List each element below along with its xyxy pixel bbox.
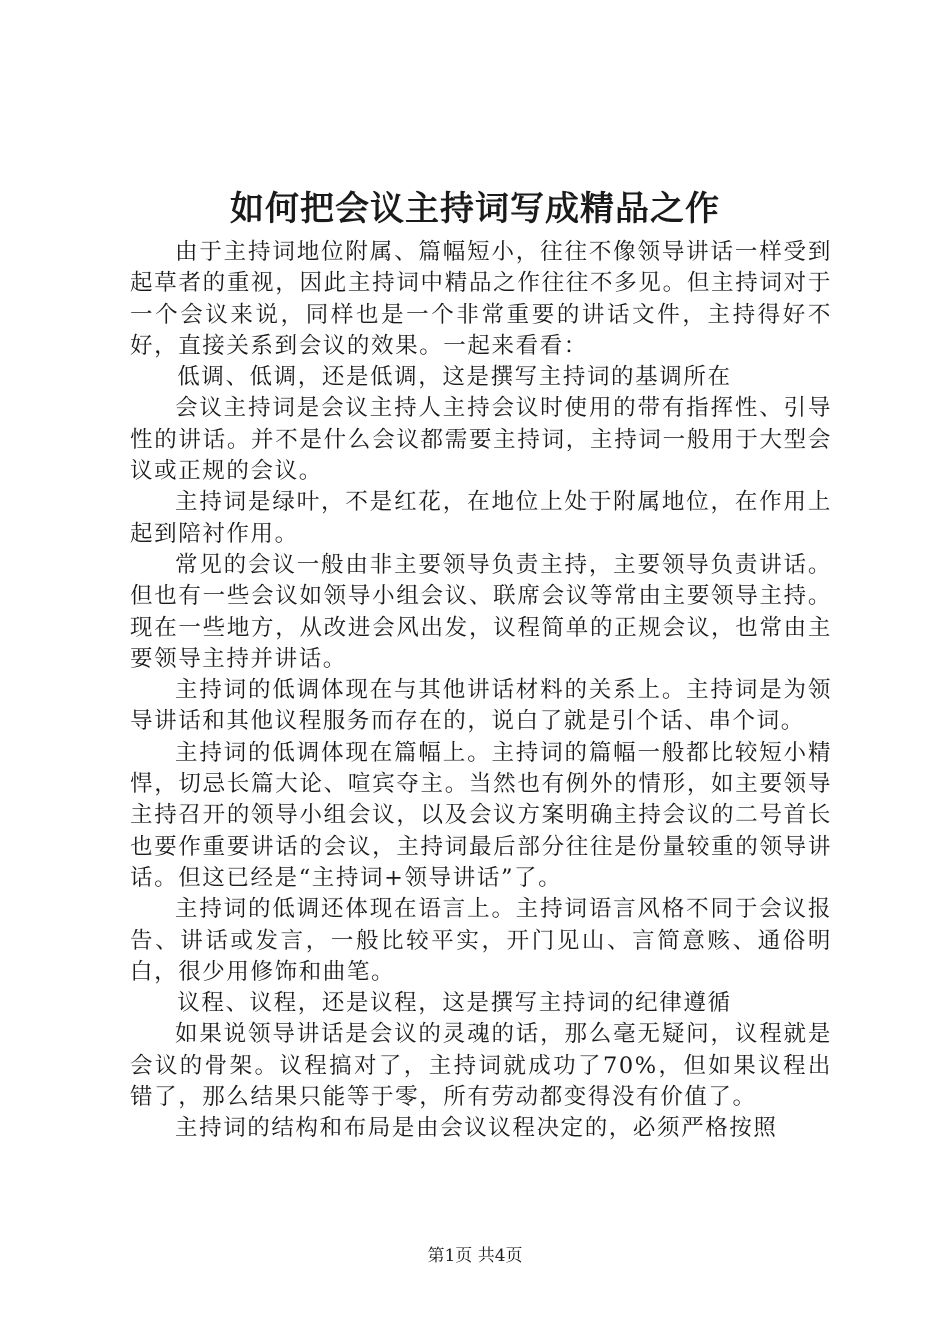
section-heading: 低调、低调，还是低调，这是撰写主持词的基调所在: [177, 364, 732, 391]
paragraph: 会议主持词是会议主持人主持会议时使用的带有指挥性、引导性的讲话。并不是什么会议都需要主持词，主持词一般用于大型会议或正规的会议。: [130, 395, 832, 485]
paragraph: 由于主持词地位附属、篇幅短小，往往不像领导讲话一样受到起草者的重视，因此主持词中精品之作往往不多见。但主持词对于一个会议来说，同样也是一个非常重要的讲话文件，主持得好不好，直接关系到会议的效果。一起来看看：: [130, 239, 832, 359]
document-title: 如何把会议主持词写成精品之作: [230, 189, 720, 229]
page-footer: 第1页 共4页: [427, 1246, 523, 1266]
section-heading: 议程、议程，还是议程，这是撰写主持词的纪律遵循: [177, 990, 732, 1017]
paragraph: 常见的会议一般由非主要领导负责主持，主要领导负责讲话。但也有一些会议如领导小组会议、联席会议等常由主要领导主持。现在一些地方，从改进会风出发，议程简单的正规会议，也常由主要领导主持并讲话。: [130, 551, 832, 672]
paragraph: 如果说领导讲话是会议的灵魂的话，那么毫无疑问，议程就是会议的骨架。议程搞对了，主持词就成功了70%，但如果议程出错了，那么结果只能等于零，所有劳动都变得没有价值了。: [130, 1021, 832, 1111]
paragraph: 主持词的低调还体现在语言上。主持词语言风格不同于会议报告、讲话或发言，一般比较平实，开门见山、言简意赅、通俗明白，很少用修饰和曲笔。: [130, 896, 832, 985]
paragraph: 主持词的结构和布局是由会议议程决定的，必须严格按照: [175, 1115, 778, 1142]
document-body: [130, 237, 832, 1145]
paragraph: 主持词的低调体现在篇幅上。主持词的篇幅一般都比较短小精悍，切忌长篇大论、喧宾夺主。当然也有例外的情形，如主要领导主持召开的领导小组会议，以及会议方案明确主持会议的二号首长也要作重要讲话的会议，主持词最后部分往往是份量较重的领导讲话。但这已经是“主持词+领导讲话”了。: [130, 739, 832, 891]
paragraph: 主持词的低调体现在与其他讲话材料的关系上。主持词是为领导讲话和其他议程服务而存在的，说白了就是引个话、串个词。: [130, 677, 832, 735]
paragraph: 主持词是绿叶，不是红花，在地位上处于附属地位，在作用上起到陪衬作用。: [130, 489, 832, 547]
